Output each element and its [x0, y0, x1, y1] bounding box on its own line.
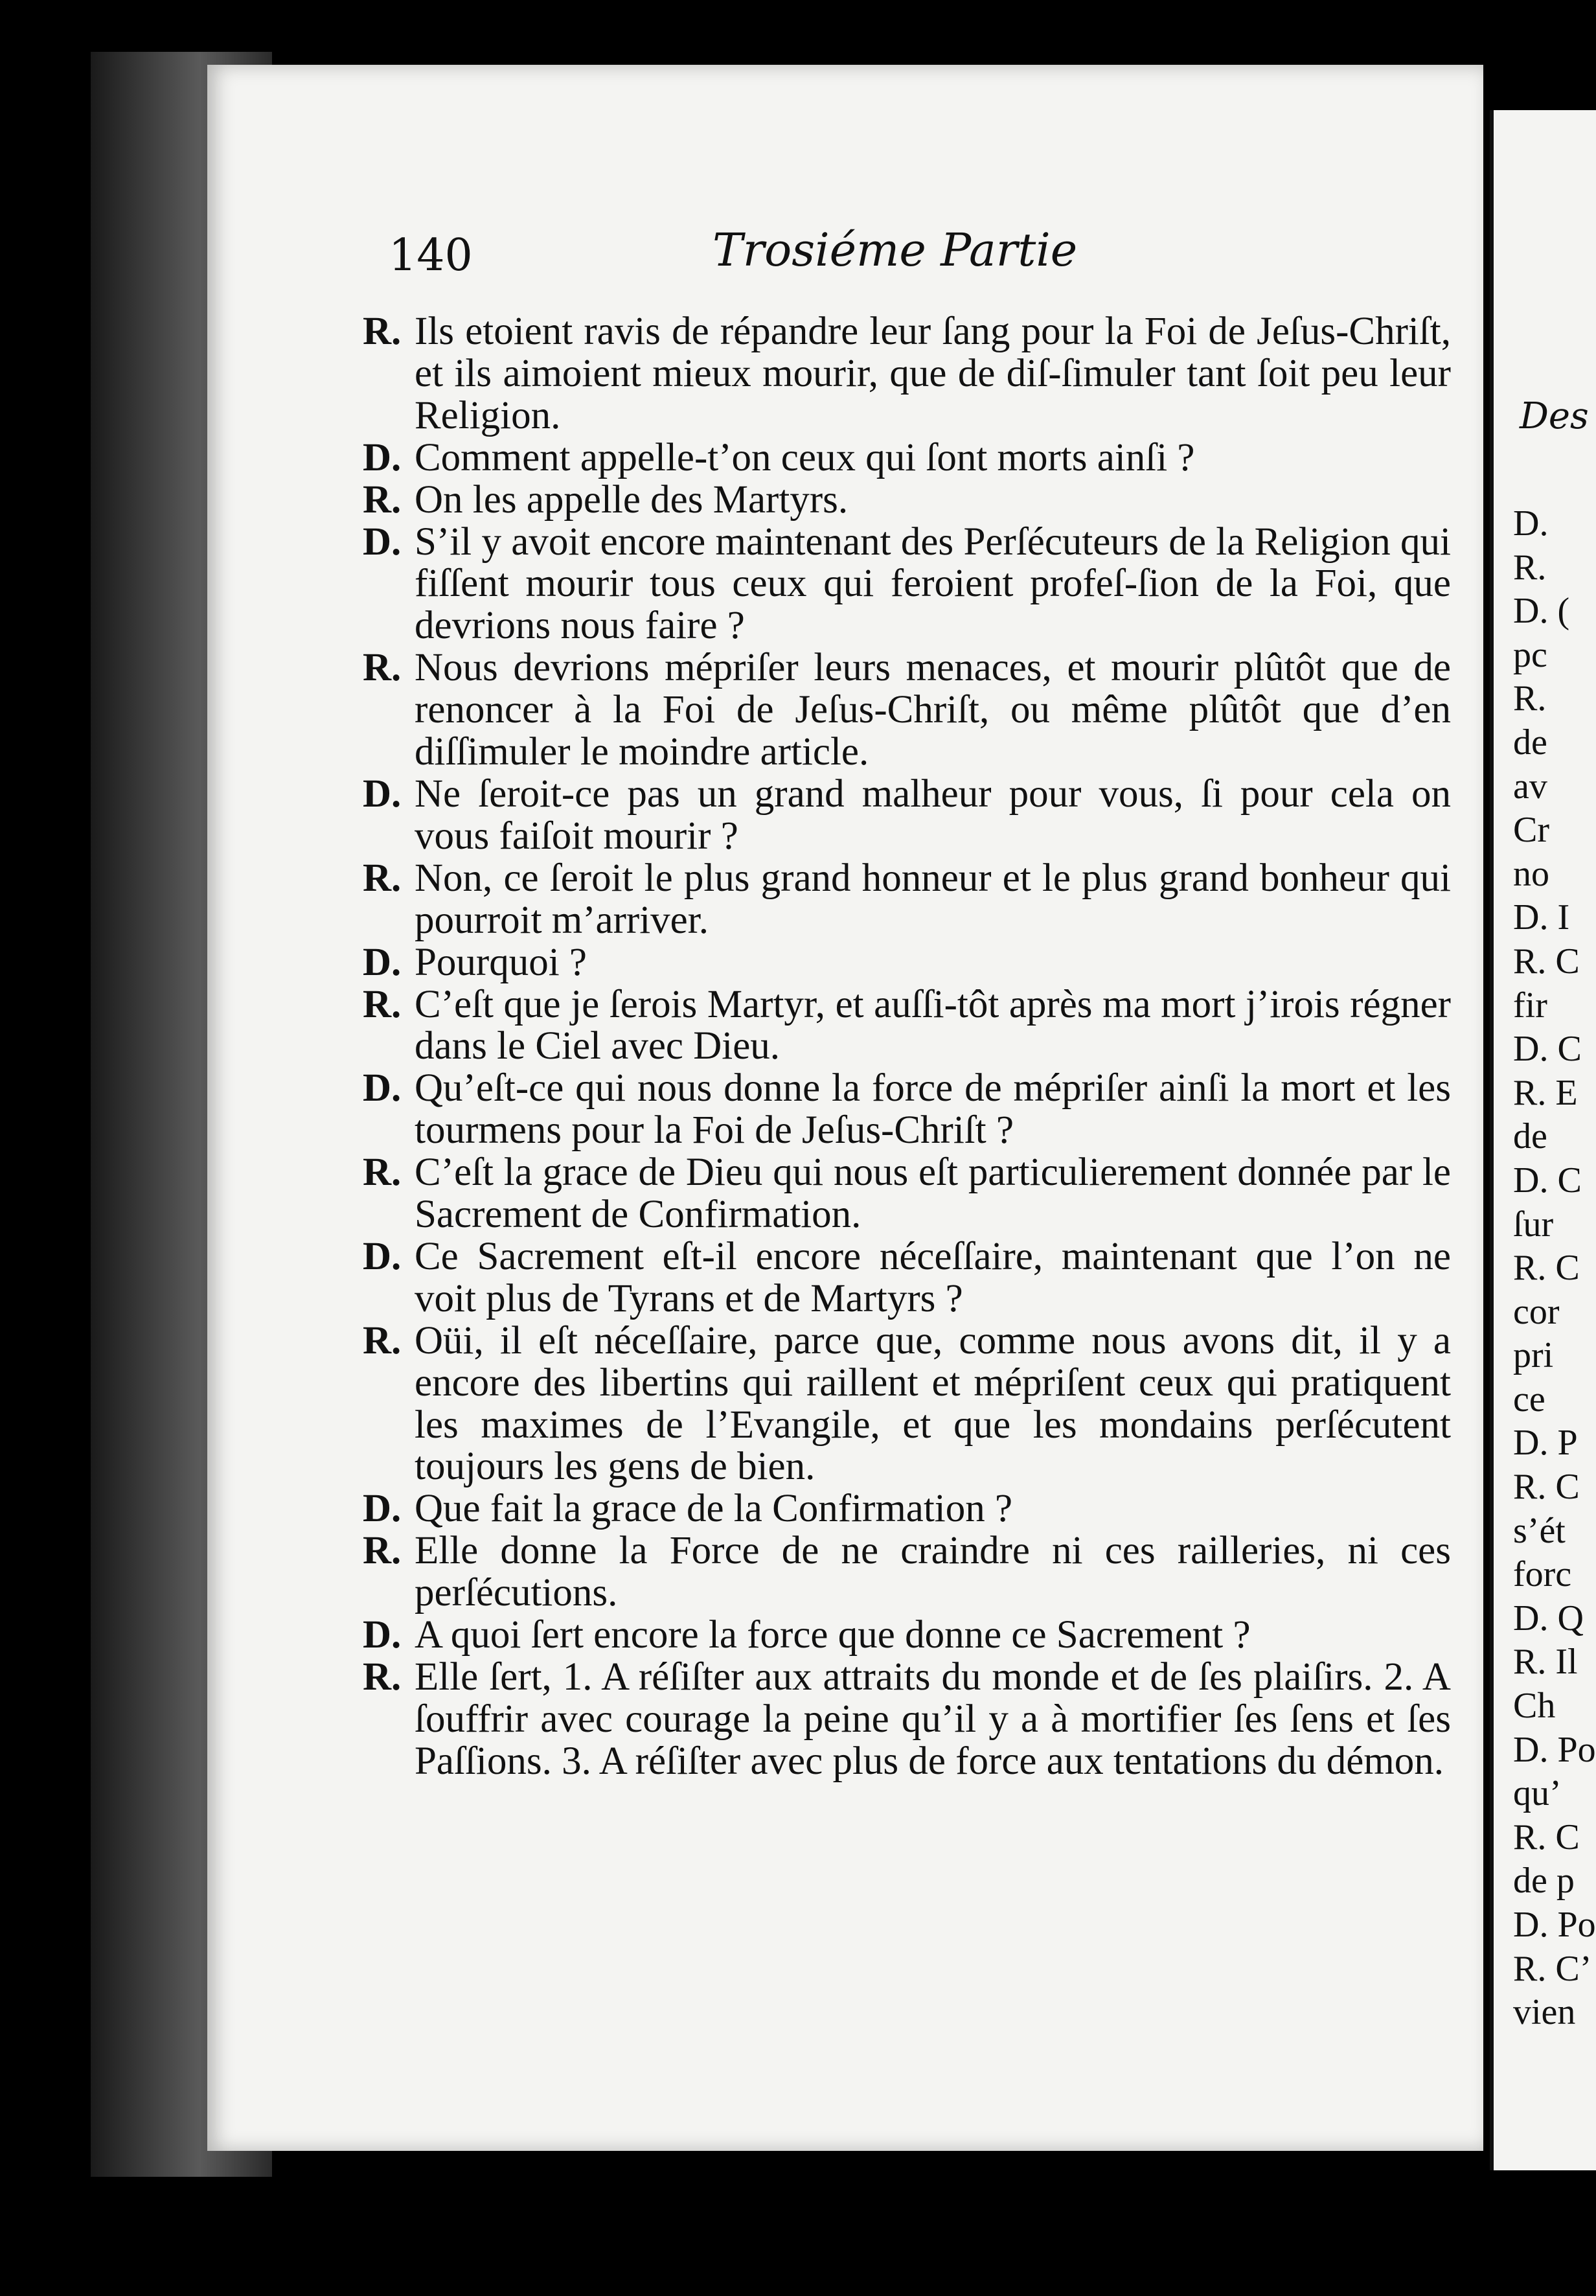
facing-line: pri: [1513, 1335, 1554, 1376]
speaker-label: D.: [363, 1613, 402, 1657]
facing-line: de: [1513, 722, 1547, 763]
catechism-text: [363, 311, 1451, 1783]
qa-entry: [363, 437, 1451, 479]
speaker-label: R.: [363, 982, 402, 1026]
qa-entry: [363, 1152, 1451, 1236]
facing-line: vien: [1513, 1992, 1576, 2033]
facing-page-fragment: [1490, 110, 1596, 2170]
facing-line: R. C: [1513, 941, 1580, 982]
entry-text: Nous devrions mépriſer leurs menaces, et mourir plûtôt que de renoncer à la Foi de Jeſus-Chriſt, ou même plûtôt que d’en diſſimuler le moindre article.: [415, 646, 1451, 774]
qa-entry: [363, 479, 1451, 522]
qa-entry: [363, 522, 1451, 648]
facing-line: no: [1513, 853, 1549, 894]
facing-line: av: [1513, 766, 1547, 807]
facing-line: de p: [1513, 1861, 1575, 1901]
qa-entry: [363, 984, 1451, 1068]
facing-line: D. Q: [1513, 1598, 1584, 1638]
facing-line: R.: [1513, 547, 1547, 588]
facing-line: pc: [1513, 634, 1547, 675]
qa-entry: [363, 1614, 1451, 1657]
qa-entry: [363, 1530, 1451, 1614]
entry-text: Ce Sacrement eſt-il encore néceſſaire, maintenant que l’on ne voit plus de Tyrans et de Martyrs ?: [415, 1234, 1451, 1320]
speaker-label: D.: [363, 940, 402, 984]
running-title: Trosiéme Partie: [712, 224, 1078, 277]
entry-text: Comment appelle-t’on ceux qui ſont morts ainſi ?: [415, 435, 1195, 479]
entry-text: C’eſt la grace de Dieu qui nous eſt particulierement donnée par le Sacrement de Confirmation.: [415, 1151, 1451, 1237]
page-header: [389, 224, 1438, 301]
entry-text: Ils etoient ravis de répandre leur ſang pour la Foi de Jeſus-Chriſt, et ils aimoient mieux mourir, que de diſ-ſimuler tant ſoit peu leur Religion.: [415, 310, 1451, 437]
entry-text: Qu’eſt-ce qui nous donne la force de mépriſer ainſi la mort et les tourmens pour la Foi de Jeſus-Chriſt ?: [415, 1066, 1451, 1153]
facing-line: D. (: [1513, 591, 1570, 632]
facing-line: s’ét: [1513, 1510, 1566, 1551]
speaker-label: R.: [363, 1318, 402, 1362]
entry-text: Que fait la grace de la Confirmation ?: [415, 1487, 1013, 1531]
speaker-label: D.: [363, 520, 402, 564]
facing-line: R. Il: [1513, 1642, 1578, 1682]
entry-text: Non, ce ſeroit le plus grand honneur et le plus grand bonheur qui pourroit m’arriver.: [415, 856, 1451, 942]
facing-line: R. E: [1513, 1072, 1578, 1113]
speaker-label: D.: [363, 772, 402, 816]
facing-line: de: [1513, 1116, 1547, 1157]
facing-line: R. C: [1513, 1817, 1580, 1857]
qa-entry: [363, 1657, 1451, 1783]
entry-text: Oüi, il eſt néceſſaire, parce que, comme nous avons dit, il y a encore des libertins qui raillent et mépriſent ceux qui pratiquent les maximes de l’Evangile, et que les mondains perſécutent toujours les gens de bien.: [415, 1318, 1451, 1489]
facing-line: cor: [1513, 1291, 1560, 1332]
speaker-label: R.: [363, 856, 402, 900]
facing-line: forc: [1513, 1554, 1572, 1595]
entry-text: Elle donne la Force de ne craindre ni ces railleries, ni ces perſécutions.: [415, 1529, 1451, 1615]
qa-entry: [363, 1236, 1451, 1320]
facing-line: ſur: [1513, 1204, 1554, 1245]
facing-line: ce: [1513, 1379, 1545, 1419]
speaker-label: D.: [363, 1066, 402, 1110]
speaker-label: D.: [363, 435, 402, 479]
book-page: [207, 65, 1483, 2151]
page-number: 140: [389, 230, 473, 281]
facing-line: D.: [1513, 503, 1549, 544]
qa-entry: [363, 942, 1451, 984]
entry-text: C’eſt que je ſerois Martyr, et auſſi-tôt après ma mort j’irois régner dans le Ciel avec Dieu.: [415, 982, 1451, 1068]
speaker-label: D.: [363, 1234, 402, 1278]
facing-line: R. C: [1513, 1248, 1580, 1289]
facing-line: R. C’: [1513, 1948, 1592, 1989]
entry-text: Elle ſert, 1. A réſiſter aux attraits du monde et de ſes plaiſirs. 2. A ſouffrir avec courage la peine qu’il y a à mortifier ſes ſens et ſes Paſſions. 3. A réſiſter avec plus de force aux tentations du démon.: [415, 1655, 1451, 1783]
facing-line: D. Po: [1513, 1905, 1596, 1945]
facing-line: D. I: [1513, 897, 1570, 938]
qa-entry: [363, 1488, 1451, 1530]
facing-line: D. C: [1513, 1160, 1582, 1200]
facing-page-lines: [1513, 502, 1596, 2035]
facing-line: Ch: [1513, 1686, 1556, 1727]
entry-text: Pourquoi ?: [415, 940, 587, 984]
facing-line: fir: [1513, 985, 1547, 1026]
facing-line: D. Po: [1513, 1729, 1596, 1770]
qa-entry: [363, 311, 1451, 437]
facing-line: D. C: [1513, 1029, 1582, 1070]
speaker-label: R.: [363, 1529, 402, 1573]
qa-entry: [363, 858, 1451, 942]
entry-text: On les appelle des Martyrs.: [415, 477, 849, 522]
qa-entry: [363, 647, 1451, 774]
entry-text: Ne ſeroit-ce pas un grand malheur pour vous, ſi pour cela on vous faiſoit mourir ?: [415, 772, 1451, 858]
speaker-label: R.: [363, 310, 402, 353]
facing-line: R.: [1513, 678, 1547, 719]
qa-entry: [363, 1068, 1451, 1152]
qa-entry: [363, 774, 1451, 858]
entry-text: A quoi ſert encore la force que donne ce Sacrement ?: [415, 1613, 1251, 1657]
facing-line: R. C: [1513, 1467, 1580, 1508]
speaker-label: R.: [363, 646, 402, 690]
speaker-label: R.: [363, 1655, 402, 1699]
entry-text: S’il y avoit encore maintenant des Perſécuteurs de la Religion qui fiſſent mourir tous ceux qui feroient profeſ-ſion de la Foi, que devrions nous faire ?: [415, 520, 1451, 648]
qa-entry: [363, 1320, 1451, 1489]
speaker-label: R.: [363, 477, 402, 522]
facing-line: qu’: [1513, 1773, 1562, 1814]
facing-page-header: Des: [1520, 395, 1589, 437]
speaker-label: R.: [363, 1151, 402, 1195]
facing-line: D. P: [1513, 1423, 1578, 1464]
speaker-label: D.: [363, 1487, 402, 1531]
facing-line: Cr: [1513, 810, 1549, 851]
